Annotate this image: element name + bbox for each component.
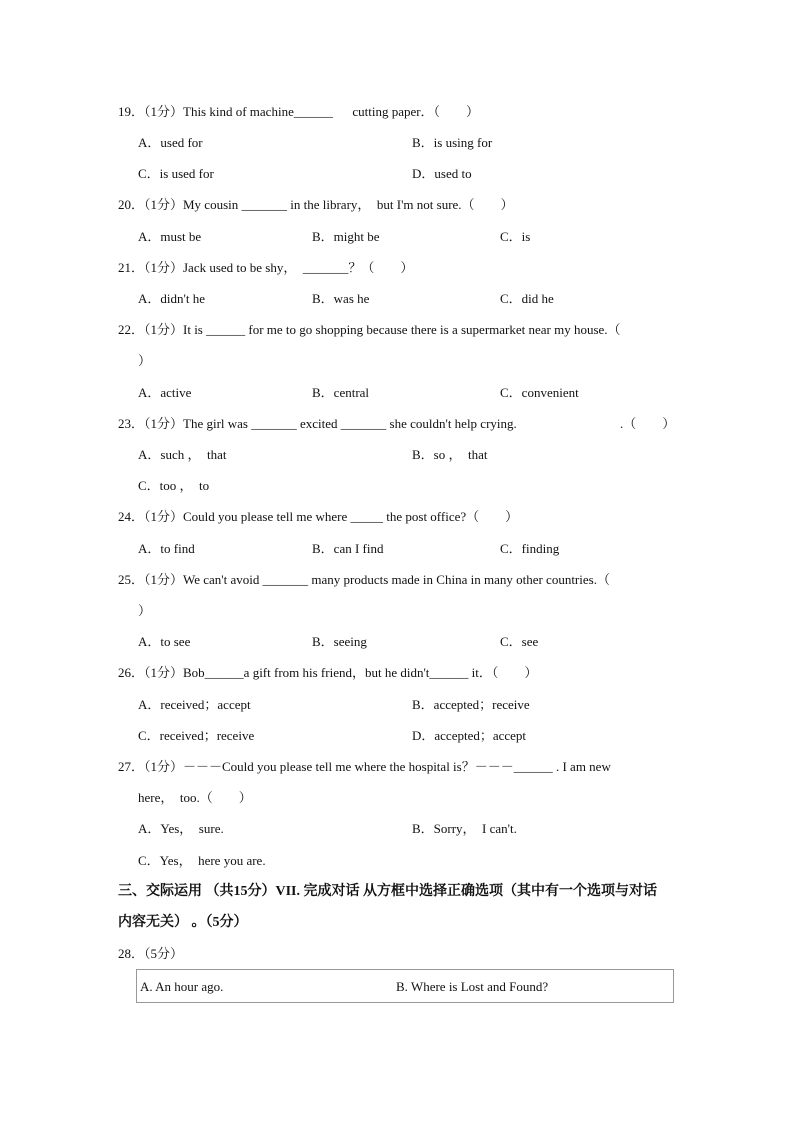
question-23-option-c[interactable]: C．too ， to: [138, 478, 210, 493]
section-3-heading-line-2: 内容无关） 。（5分）: [118, 915, 248, 930]
question-26-stem: 26．（1分）Bob______a gift from his friend，but he didn't______ it．（ ）: [118, 665, 538, 680]
q28-options-box: [136, 969, 674, 1003]
question-27-stem-continuation: here， too.（ ）: [138, 790, 252, 805]
section-3-heading: [118, 876, 678, 938]
question-21-stem: 21．（1分）Jack used to be shy， _______？（ ）: [118, 260, 414, 275]
question-23-option-a[interactable]: A．such ， that: [138, 447, 227, 462]
question-19-option-a[interactable]: A．used for: [138, 135, 203, 150]
question-24-stem: 24．（1分）Could you please tell me where _____ the post office?（ ）: [118, 509, 519, 524]
question-27-stem: 27．（1分）－－－Could you please tell me where the hospital is？－－－______ . I am new: [118, 759, 611, 774]
question-25-option-c[interactable]: C．see: [500, 634, 539, 649]
question-22-option-b[interactable]: B．central: [312, 385, 370, 400]
question-21-option-b[interactable]: B．was he: [312, 291, 370, 306]
question-22-stem: 22．（1分）It is ______ for me to go shopping because there is a supermarket near my house.（: [118, 322, 621, 337]
question-25-stem-continuation: ）: [138, 603, 152, 618]
question-23-stem-tail: .（ ）: [620, 416, 676, 431]
question-26-option-d[interactable]: D．accepted；accept: [412, 728, 527, 743]
q28-box-option-b: B. Where is Lost and Found?: [396, 979, 549, 994]
question-19-stem: 19．（1分）This kind of machine______ cutting paper．（ ）: [118, 104, 480, 119]
question-26-option-b[interactable]: B．accepted；receive: [412, 697, 530, 712]
question-19-option-b[interactable]: B．is using for: [412, 135, 493, 150]
question-22-option-a[interactable]: A．active: [138, 385, 192, 400]
question-27-option-c[interactable]: C．Yes， here you are.: [138, 853, 266, 868]
question-22-stem-continuation: ）: [138, 353, 152, 368]
question-23-option-b[interactable]: B．so ， that: [412, 447, 488, 462]
question-25-option-b[interactable]: B．seeing: [312, 634, 367, 649]
question-20-stem: 20．（1分）My cousin _______ in the library， but I'm not sure.（ ）: [118, 197, 514, 212]
question-25-stem: 25．（1分）We can't avoid _______ many products made in China in many other countries.（: [118, 572, 610, 587]
question-24-option-c[interactable]: C．finding: [500, 541, 560, 556]
question-24-option-b[interactable]: B．can I find: [312, 541, 384, 556]
question-28-stem: 28．（5分）: [118, 946, 184, 961]
question-26-option-a[interactable]: A．received；accept: [138, 697, 251, 712]
question-20-option-b[interactable]: B．might be: [312, 229, 380, 244]
question-23-stem: 23．（1分）The girl was _______ excited _______ she couldn't help crying.: [118, 416, 517, 431]
question-26-option-c[interactable]: C．received；receive: [138, 728, 255, 743]
question-22-option-c[interactable]: C．convenient: [500, 385, 579, 400]
question-27-option-b[interactable]: B．Sorry， I can't.: [412, 821, 517, 836]
question-21-option-c[interactable]: C．did he: [500, 291, 554, 306]
question-27-option-a[interactable]: A．Yes， sure.: [138, 821, 224, 836]
question-20-option-c[interactable]: C．is: [500, 229, 531, 244]
q28-box-option-a: A. An hour ago.: [140, 979, 224, 994]
question-19-option-d[interactable]: D．used to: [412, 166, 472, 181]
question-24-option-a[interactable]: A．to find: [138, 541, 195, 556]
question-19-option-c[interactable]: C．is used for: [138, 166, 214, 181]
question-21-option-a[interactable]: A．didn't he: [138, 291, 205, 306]
question-20-option-a[interactable]: A．must be: [138, 229, 202, 244]
question-25-option-a[interactable]: A．to see: [138, 634, 191, 649]
section-3-heading-line-1: 三、交际运用 （共15分）VII. 完成对话 从方框中选择正确选项（其中有一个选项与对话: [118, 884, 658, 899]
